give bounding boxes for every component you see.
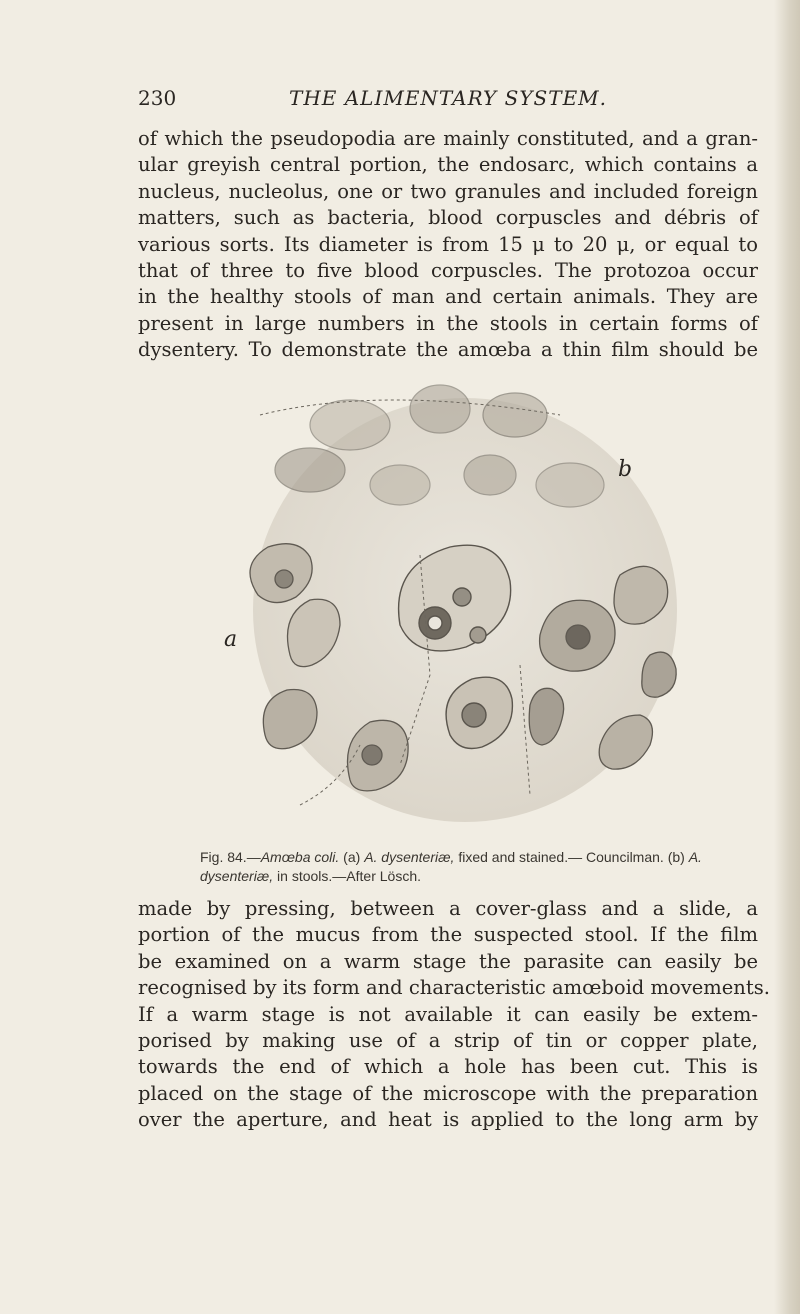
caption-fig-number: Fig. 84.— (200, 849, 261, 865)
caption-part-b-marker: (b) (667, 849, 685, 865)
text-line: that of three to five blood corpuscles. The protozoa occur (138, 259, 758, 283)
text-line: over the aperture, and heat is applied to the long arm by (138, 1108, 758, 1132)
caption-part-b-species: A. dysenteriæ, (200, 849, 702, 884)
text-line: portion of the mucus from the suspected stool. If the film (138, 923, 758, 947)
caption-part-a-species: A. dysenteriæ, (364, 849, 455, 865)
text-line: present in large numbers in the stools in certain forms of (138, 311, 758, 335)
text-line: of which the pseudopodia are mainly constituted, and a gran- (138, 127, 758, 150)
text-line: recognised by its form and characteristic amœboid movements. (138, 976, 770, 1000)
figure-label-b: b (618, 457, 633, 482)
text-line: be examined on a warm stage the parasite can easily be (138, 949, 758, 973)
figure-label-a: a (224, 627, 238, 652)
paragraph-1 (138, 126, 758, 364)
text-line: If a warm stage is not available it can easily be extem- (138, 1002, 758, 1026)
text-line: placed on the stage of the microscope with the preparation (138, 1081, 758, 1105)
text-line: porised by making use of a strip of tin or copper plate, (138, 1029, 758, 1053)
running-head: THE ALIMENTARY SYSTEM. (288, 86, 607, 110)
page-edge-shadow (774, 0, 800, 1314)
figure-caption (200, 848, 740, 886)
caption-part-a-credit: Councilman. (585, 849, 664, 865)
text-line: ular greyish central portion, the endosarc, which contains a (138, 153, 758, 177)
caption-part-a-text: fixed and stained.— (458, 849, 583, 865)
figure-illustration (200, 375, 740, 845)
text-line: matters, such as bacteria, blood corpuscles and débris of (138, 206, 758, 230)
text-line: dysentery. To demonstrate the amœba a thin film should be (138, 338, 758, 362)
caption-part-b-text: in stools.—After Lösch. (277, 868, 421, 884)
caption-part-a-marker: (a) (343, 849, 361, 865)
text-line: in the healthy stools of man and certain animals. They are (138, 285, 758, 309)
text-line: various sorts. Its diameter is from 15 μ to 20 μ, or equal to (138, 232, 758, 256)
text-line: towards the end of which a hole has been cut. This is (138, 1055, 758, 1079)
text-line: nucleus, nucleolus, one or two granules and included foreign (138, 179, 758, 203)
caption-title: Amœba coli. (260, 849, 340, 865)
amoeba-drawing (200, 375, 740, 845)
page-header (138, 86, 758, 116)
text-line: made by pressing, between a cover-glass and a slide, a (138, 897, 758, 920)
page-number: 230 (138, 86, 177, 110)
paragraph-2 (138, 896, 770, 1134)
